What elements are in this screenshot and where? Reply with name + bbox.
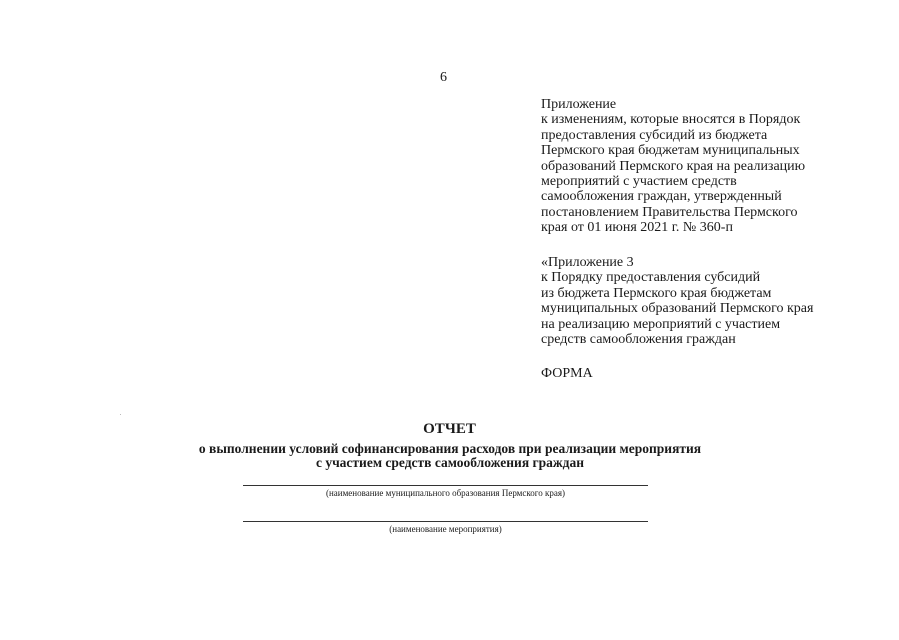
appendix-line: самообложения граждан, утвержденный <box>541 189 782 205</box>
page-number: 6 <box>440 70 447 85</box>
appendix-3-line: муниципальных образований Пермского края <box>541 301 814 317</box>
report-subtitle-line: с участием средств самообложения граждан <box>315 455 585 470</box>
appendix-line: Пермского края бюджетам муниципальных <box>541 143 800 159</box>
appendix-header <box>541 97 861 236</box>
municipality-caption: (наименование муниципального образования Пермского края) <box>325 488 566 498</box>
appendix-line: предоставления субсидий из бюджета <box>541 127 768 143</box>
report-title: ОТЧЕТ <box>423 421 476 437</box>
appendix-line: Приложение <box>541 97 617 112</box>
appendix-line: образований Пермского края на реализацию <box>541 158 806 174</box>
appendix-line: мероприятий с участием средств <box>541 174 737 190</box>
report-subtitle-line: о выполнении условий софинансирования расходов при реализации мероприятия <box>198 441 702 456</box>
appendix-3-line: средств самообложения граждан <box>541 332 736 348</box>
event-fill-line <box>243 521 648 522</box>
municipality-fill-line <box>243 485 648 486</box>
appendix-line: к изменениям, которые вносятся в Порядок <box>541 112 801 128</box>
appendix-3-line: к Порядку предоставления субсидий <box>541 270 761 286</box>
appendix-3-header <box>541 255 871 347</box>
appendix-3-line: из бюджета Пермского края бюджетам <box>541 285 772 301</box>
scan-artifact <box>120 414 121 415</box>
form-label: ФОРМА <box>541 366 593 381</box>
report-subtitle <box>120 442 780 470</box>
appendix-3-line: на реализацию мероприятий с участием <box>541 316 781 332</box>
appendix-3-line: «Приложение 3 <box>541 255 634 270</box>
appendix-line: постановлением Правительства Пермского <box>541 204 798 220</box>
appendix-line: края от 01 июня 2021 г. № 360-п <box>541 220 733 236</box>
event-caption: (наименование мероприятия) <box>389 524 502 534</box>
